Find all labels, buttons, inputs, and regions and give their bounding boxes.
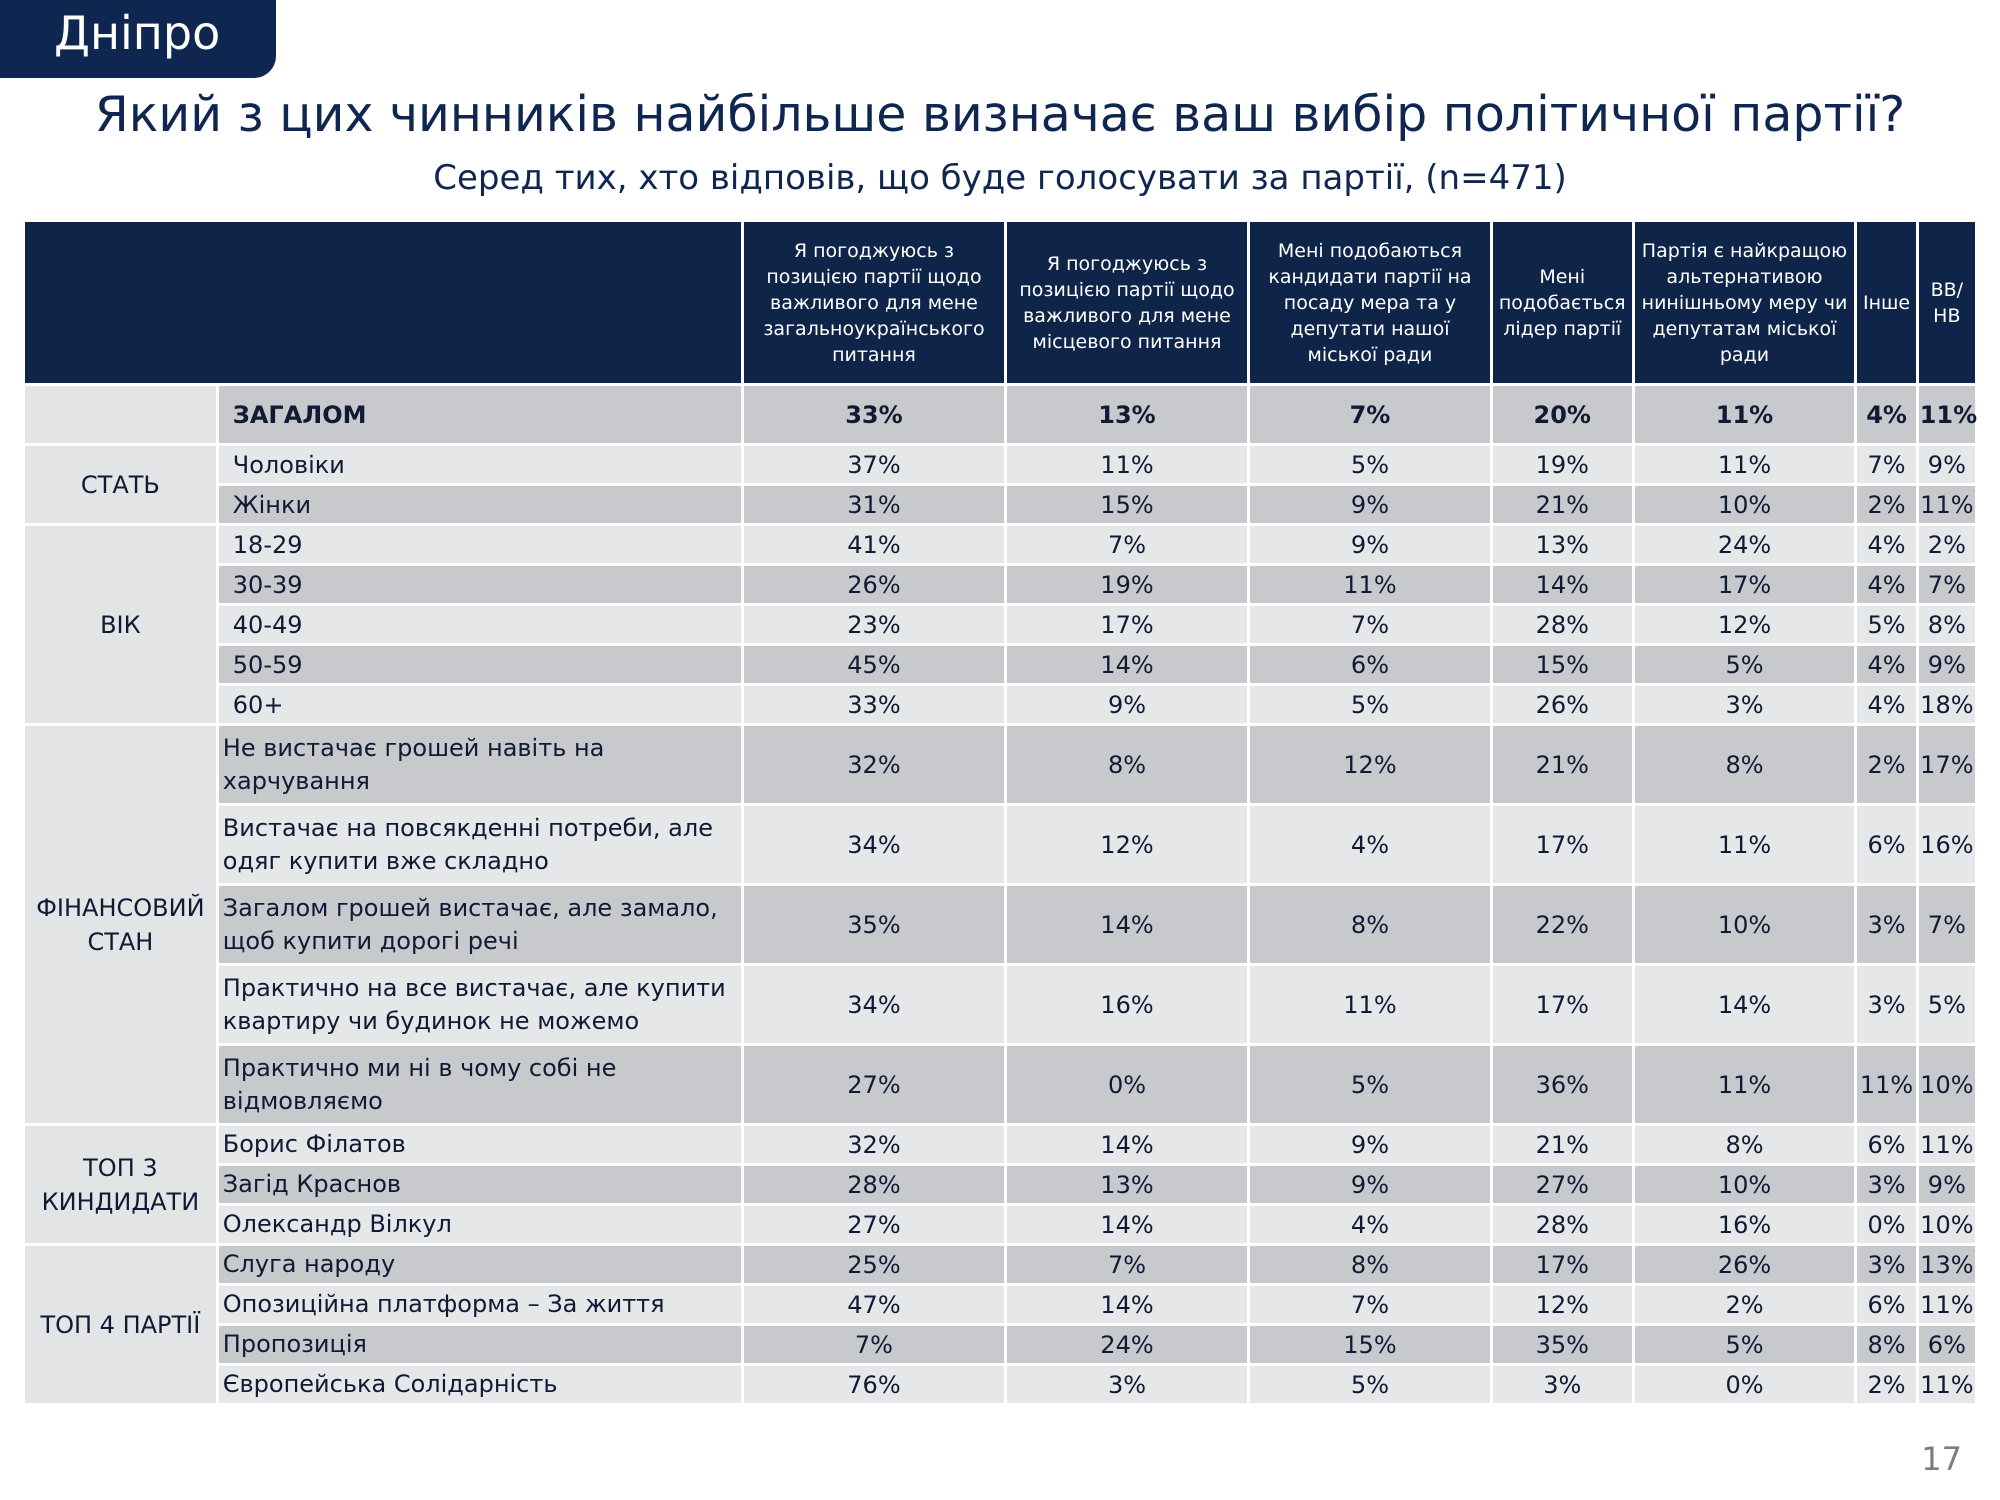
group-label: ФІНАНСОВИЙ СТАН bbox=[24, 725, 218, 1125]
value-cell: 9% bbox=[1248, 525, 1491, 565]
value-cell: 11% bbox=[1248, 565, 1491, 605]
value-cell: 16% bbox=[1005, 965, 1248, 1045]
value-cell: 12% bbox=[1005, 805, 1248, 885]
survey-table bbox=[22, 219, 1978, 1406]
value-cell: 3% bbox=[1856, 965, 1917, 1045]
row-label: Пропозиція bbox=[217, 1325, 742, 1365]
row-label: Загалом грошей вистачає, але замало, щоб купити дорогі речі bbox=[217, 885, 742, 965]
value-cell: 11% bbox=[1917, 385, 1976, 445]
value-cell: 9% bbox=[1917, 445, 1976, 485]
value-cell: 14% bbox=[1491, 565, 1633, 605]
value-cell: 32% bbox=[742, 1125, 1005, 1165]
value-cell: 14% bbox=[1005, 1285, 1248, 1325]
value-cell: 6% bbox=[1917, 1325, 1976, 1365]
value-cell: 9% bbox=[1917, 1165, 1976, 1205]
value-cell: 9% bbox=[1248, 1125, 1491, 1165]
value-cell: 27% bbox=[1491, 1165, 1633, 1205]
table-row bbox=[24, 645, 1977, 685]
group-cell-empty bbox=[24, 385, 218, 445]
value-cell: 9% bbox=[1248, 485, 1491, 525]
col-header: Мені подобається лідер партії bbox=[1491, 221, 1633, 385]
value-cell: 2% bbox=[1856, 725, 1917, 805]
col-header: Мені подобаються кандидати партії на посаду мера та у депутати нашої міської ради bbox=[1248, 221, 1491, 385]
value-cell: 7% bbox=[1005, 525, 1248, 565]
value-cell: 26% bbox=[1633, 1245, 1856, 1285]
value-cell: 37% bbox=[742, 445, 1005, 485]
value-cell: 7% bbox=[1248, 385, 1491, 445]
value-cell: 5% bbox=[1917, 965, 1976, 1045]
value-cell: 5% bbox=[1248, 1365, 1491, 1405]
value-cell: 11% bbox=[1248, 965, 1491, 1045]
value-cell: 76% bbox=[742, 1365, 1005, 1405]
value-cell: 9% bbox=[1917, 645, 1976, 685]
value-cell: 3% bbox=[1856, 1245, 1917, 1285]
value-cell: 32% bbox=[742, 725, 1005, 805]
value-cell: 28% bbox=[1491, 605, 1633, 645]
value-cell: 24% bbox=[1633, 525, 1856, 565]
value-cell: 13% bbox=[1005, 1165, 1248, 1205]
value-cell: 13% bbox=[1491, 525, 1633, 565]
value-cell: 12% bbox=[1248, 725, 1491, 805]
value-cell: 4% bbox=[1248, 1205, 1491, 1245]
header-row bbox=[24, 221, 1977, 385]
value-cell: 8% bbox=[1248, 1245, 1491, 1285]
value-cell: 35% bbox=[1491, 1325, 1633, 1365]
value-cell: 45% bbox=[742, 645, 1005, 685]
table-row bbox=[24, 605, 1977, 645]
value-cell: 34% bbox=[742, 805, 1005, 885]
row-label: Практично ми ні в чому собі не відмовляємо bbox=[217, 1045, 742, 1125]
value-cell: 8% bbox=[1917, 605, 1976, 645]
value-cell: 17% bbox=[1005, 605, 1248, 645]
value-cell: 36% bbox=[1491, 1045, 1633, 1125]
table-row bbox=[24, 525, 1977, 565]
col-header: ВВ/ НВ bbox=[1917, 221, 1976, 385]
value-cell: 5% bbox=[1248, 1045, 1491, 1125]
value-cell: 10% bbox=[1633, 485, 1856, 525]
value-cell: 7% bbox=[1005, 1245, 1248, 1285]
group-label: ТОП 4 ПАРТІЇ bbox=[24, 1245, 218, 1405]
value-cell: 21% bbox=[1491, 485, 1633, 525]
value-cell: 17% bbox=[1491, 965, 1633, 1045]
value-cell: 9% bbox=[1005, 685, 1248, 725]
value-cell: 17% bbox=[1917, 725, 1976, 805]
value-cell: 27% bbox=[742, 1205, 1005, 1245]
value-cell: 10% bbox=[1917, 1205, 1976, 1245]
header-blank bbox=[24, 221, 743, 385]
value-cell: 24% bbox=[1005, 1325, 1248, 1365]
value-cell: 11% bbox=[1633, 1045, 1856, 1125]
value-cell: 6% bbox=[1856, 805, 1917, 885]
value-cell: 19% bbox=[1491, 445, 1633, 485]
group-label: СТАТЬ bbox=[24, 445, 218, 525]
value-cell: 11% bbox=[1633, 805, 1856, 885]
col-header: Я погоджуюсь з позицією партії щодо важливого для мене місцевого питання bbox=[1005, 221, 1248, 385]
survey-body bbox=[24, 445, 1977, 1405]
value-cell: 11% bbox=[1633, 385, 1856, 445]
table-row bbox=[24, 805, 1977, 885]
value-cell: 13% bbox=[1005, 385, 1248, 445]
row-label: Жінки bbox=[217, 485, 742, 525]
row-label: Загід Краснов bbox=[217, 1165, 742, 1205]
value-cell: 9% bbox=[1248, 1165, 1491, 1205]
value-cell: 14% bbox=[1005, 645, 1248, 685]
table-row bbox=[24, 1325, 1977, 1365]
page-number: 17 bbox=[1921, 1440, 1962, 1478]
value-cell: 17% bbox=[1491, 1245, 1633, 1285]
value-cell: 33% bbox=[742, 385, 1005, 445]
table-row bbox=[24, 965, 1977, 1045]
value-cell: 11% bbox=[1633, 445, 1856, 485]
value-cell: 21% bbox=[1491, 725, 1633, 805]
table-row bbox=[24, 685, 1977, 725]
value-cell: 15% bbox=[1491, 645, 1633, 685]
total-row bbox=[24, 385, 1977, 445]
row-label: Вистачає на повсякденні потреби, але одяг купити вже складно bbox=[217, 805, 742, 885]
value-cell: 4% bbox=[1856, 525, 1917, 565]
value-cell: 26% bbox=[742, 565, 1005, 605]
row-label: 60+ bbox=[217, 685, 742, 725]
value-cell: 4% bbox=[1248, 805, 1491, 885]
value-cell: 2% bbox=[1856, 1365, 1917, 1405]
value-cell: 22% bbox=[1491, 885, 1633, 965]
value-cell: 8% bbox=[1633, 725, 1856, 805]
value-cell: 8% bbox=[1248, 885, 1491, 965]
value-cell: 25% bbox=[742, 1245, 1005, 1285]
row-label: Чоловіки bbox=[217, 445, 742, 485]
table-row bbox=[24, 1245, 1977, 1285]
value-cell: 21% bbox=[1491, 1125, 1633, 1165]
value-cell: 31% bbox=[742, 485, 1005, 525]
value-cell: 27% bbox=[742, 1045, 1005, 1125]
value-cell: 5% bbox=[1633, 645, 1856, 685]
row-label: Практично на все вистачає, але купити квартиру чи будинок не можемо bbox=[217, 965, 742, 1045]
value-cell: 3% bbox=[1005, 1365, 1248, 1405]
value-cell: 7% bbox=[742, 1325, 1005, 1365]
value-cell: 14% bbox=[1005, 885, 1248, 965]
value-cell: 34% bbox=[742, 965, 1005, 1045]
value-cell: 5% bbox=[1633, 1325, 1856, 1365]
table-row bbox=[24, 885, 1977, 965]
value-cell: 0% bbox=[1005, 1045, 1248, 1125]
value-cell: 10% bbox=[1917, 1045, 1976, 1125]
value-cell: 18% bbox=[1917, 685, 1976, 725]
value-cell: 14% bbox=[1005, 1205, 1248, 1245]
value-cell: 16% bbox=[1917, 805, 1976, 885]
value-cell: 15% bbox=[1005, 485, 1248, 525]
value-cell: 7% bbox=[1248, 605, 1491, 645]
row-label: Борис Філатов bbox=[217, 1125, 742, 1165]
value-cell: 3% bbox=[1856, 885, 1917, 965]
value-cell: 6% bbox=[1248, 645, 1491, 685]
page-title: Який з цих чинників найбільше визначає ваш вибір політичної партії? bbox=[94, 86, 1906, 143]
value-cell: 5% bbox=[1856, 605, 1917, 645]
row-label: Європейська Солідарність bbox=[217, 1365, 742, 1405]
value-cell: 11% bbox=[1005, 445, 1248, 485]
value-cell: 26% bbox=[1491, 685, 1633, 725]
group-label: ВІК bbox=[24, 525, 218, 725]
value-cell: 13% bbox=[1917, 1245, 1976, 1285]
value-cell: 8% bbox=[1633, 1125, 1856, 1165]
value-cell: 14% bbox=[1633, 965, 1856, 1045]
page-subtitle: Серед тих, хто відповів, що буде голосувати за партії, (n=471) bbox=[433, 158, 1567, 198]
table-row bbox=[24, 1365, 1977, 1405]
value-cell: 7% bbox=[1856, 445, 1917, 485]
value-cell: 2% bbox=[1856, 485, 1917, 525]
col-header: Партія є найкращою альтернативою нинішньому меру чи депутатам міської ради bbox=[1633, 221, 1856, 385]
value-cell: 28% bbox=[1491, 1205, 1633, 1245]
value-cell: 4% bbox=[1856, 685, 1917, 725]
value-cell: 7% bbox=[1917, 885, 1976, 965]
value-cell: 11% bbox=[1917, 1365, 1976, 1405]
value-cell: 8% bbox=[1005, 725, 1248, 805]
value-cell: 6% bbox=[1856, 1285, 1917, 1325]
value-cell: 4% bbox=[1856, 565, 1917, 605]
value-cell: 0% bbox=[1633, 1365, 1856, 1405]
value-cell: 2% bbox=[1633, 1285, 1856, 1325]
city-tab: Дніпро bbox=[0, 0, 276, 78]
table-row bbox=[24, 1205, 1977, 1245]
row-label: Слуга народу bbox=[217, 1245, 742, 1285]
row-label: Олександр Вілкул bbox=[217, 1205, 742, 1245]
value-cell: 28% bbox=[742, 1165, 1005, 1205]
value-cell: 15% bbox=[1248, 1325, 1491, 1365]
value-cell: 10% bbox=[1633, 1165, 1856, 1205]
group-label: ТОП 3 КИНДИДАТИ bbox=[24, 1125, 218, 1245]
table-row bbox=[24, 1165, 1977, 1205]
value-cell: 47% bbox=[742, 1285, 1005, 1325]
table-row bbox=[24, 1125, 1977, 1165]
value-cell: 19% bbox=[1005, 565, 1248, 605]
value-cell: 14% bbox=[1005, 1125, 1248, 1165]
value-cell: 10% bbox=[1633, 885, 1856, 965]
value-cell: 0% bbox=[1856, 1205, 1917, 1245]
table-row bbox=[24, 485, 1977, 525]
value-cell: 6% bbox=[1856, 1125, 1917, 1165]
table-row bbox=[24, 445, 1977, 485]
row-label: 30-39 bbox=[217, 565, 742, 605]
row-label: Опозиційна платформа – За життя bbox=[217, 1285, 742, 1325]
row-label: 18-29 bbox=[217, 525, 742, 565]
value-cell: 33% bbox=[742, 685, 1005, 725]
row-label: Не вистачає грошей навіть на харчування bbox=[217, 725, 742, 805]
value-cell: 8% bbox=[1856, 1325, 1917, 1365]
value-cell: 23% bbox=[742, 605, 1005, 645]
value-cell: 11% bbox=[1917, 485, 1976, 525]
value-cell: 16% bbox=[1633, 1205, 1856, 1245]
value-cell: 4% bbox=[1856, 645, 1917, 685]
table-row bbox=[24, 725, 1977, 805]
row-label: ЗАГАЛОМ bbox=[217, 385, 742, 445]
value-cell: 17% bbox=[1633, 565, 1856, 605]
value-cell: 20% bbox=[1491, 385, 1633, 445]
value-cell: 3% bbox=[1491, 1365, 1633, 1405]
value-cell: 4% bbox=[1856, 385, 1917, 445]
value-cell: 41% bbox=[742, 525, 1005, 565]
table-row bbox=[24, 1285, 1977, 1325]
value-cell: 7% bbox=[1917, 565, 1976, 605]
value-cell: 7% bbox=[1248, 1285, 1491, 1325]
value-cell: 11% bbox=[1856, 1045, 1917, 1125]
value-cell: 35% bbox=[742, 885, 1005, 965]
value-cell: 5% bbox=[1248, 685, 1491, 725]
value-cell: 3% bbox=[1856, 1165, 1917, 1205]
value-cell: 12% bbox=[1491, 1285, 1633, 1325]
table-row bbox=[24, 1045, 1977, 1125]
value-cell: 11% bbox=[1917, 1285, 1976, 1325]
table-row bbox=[24, 565, 1977, 605]
row-label: 50-59 bbox=[217, 645, 742, 685]
value-cell: 12% bbox=[1633, 605, 1856, 645]
col-header: Інше bbox=[1856, 221, 1917, 385]
col-header: Я погоджуюсь з позицією партії щодо важливого для мене загальноукраїнського питання bbox=[742, 221, 1005, 385]
value-cell: 17% bbox=[1491, 805, 1633, 885]
value-cell: 3% bbox=[1633, 685, 1856, 725]
value-cell: 11% bbox=[1917, 1125, 1976, 1165]
value-cell: 5% bbox=[1248, 445, 1491, 485]
value-cell: 2% bbox=[1917, 525, 1976, 565]
row-label: 40-49 bbox=[217, 605, 742, 645]
